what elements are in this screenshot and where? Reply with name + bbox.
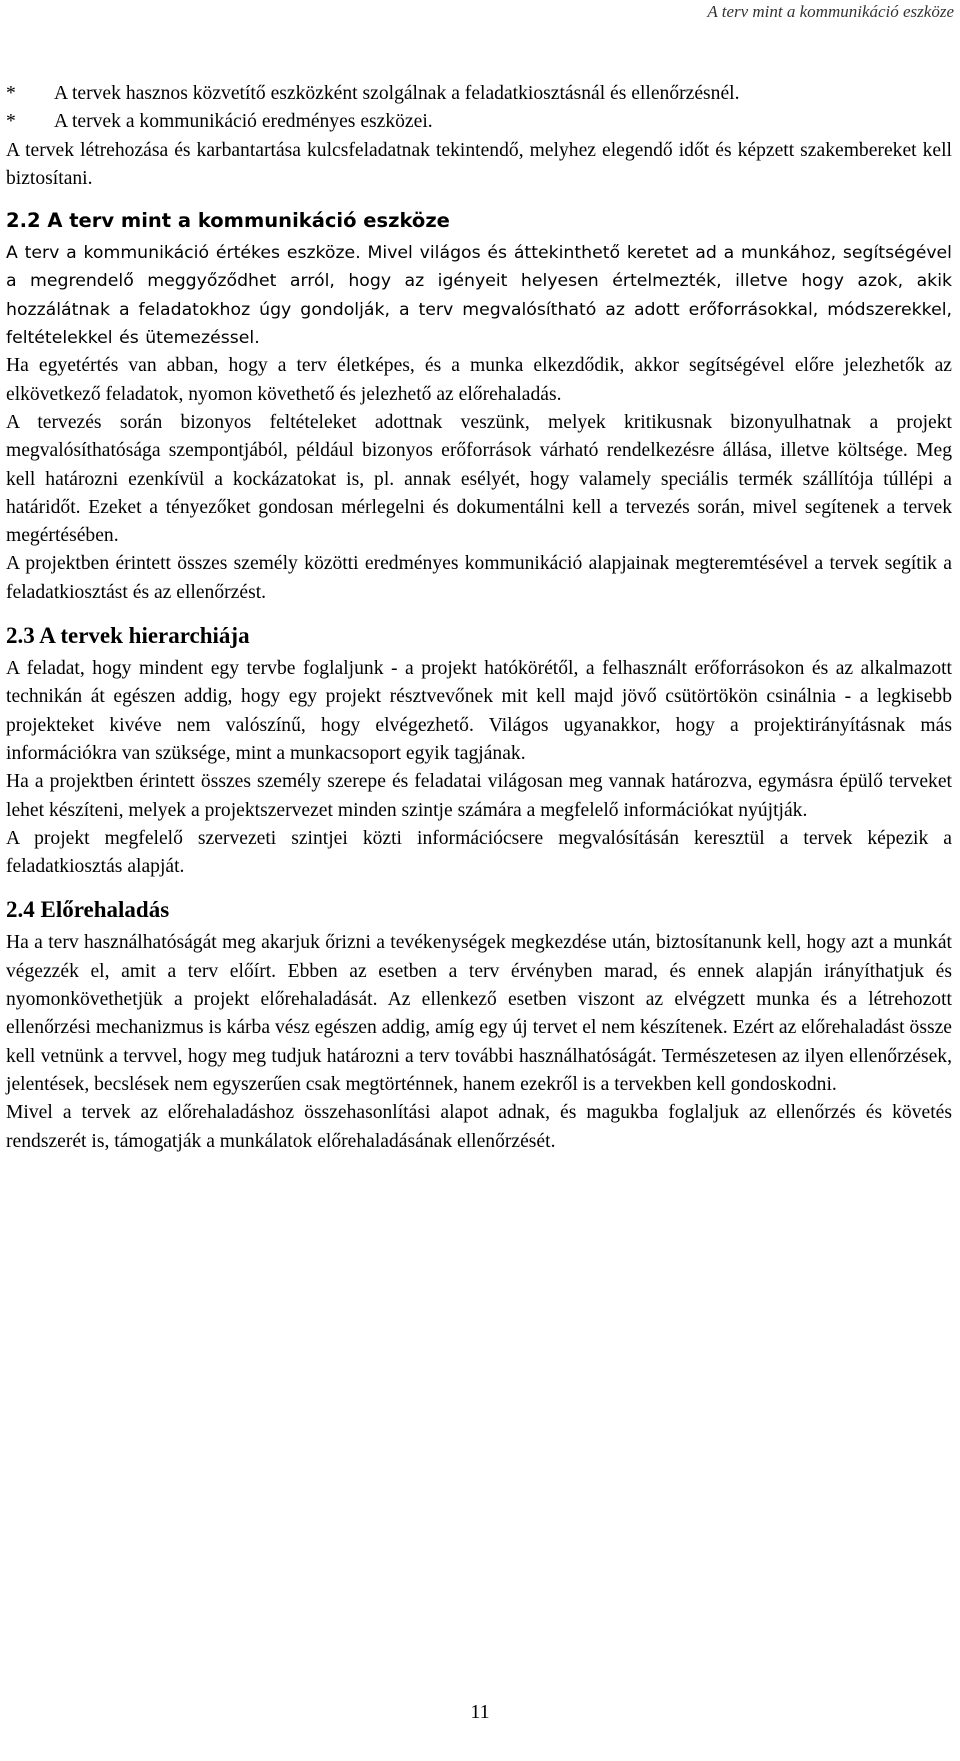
paragraph: Mivel a tervek az előrehaladáshoz összehasonlítási alapot adnak, és magukba foglaljuk az ellenőrzés és követés rendszerét is, támogatják a munkálatok előrehaladásának ellenőrzését. bbox=[6, 1102, 952, 1152]
bullet-text: A tervek hasznos közvetítő eszközként szolgálnak a feladatkiosztásnál és ellenőrzésnél. bbox=[54, 83, 740, 104]
paragraph: A projekt megfelelő szervezeti szintjei közti információcsere megvalósításán keresztül a tervek képezik a feladatkiosztás alapját. bbox=[6, 827, 952, 878]
intro-paragraph: A tervek létrehozása és karbantartása kulcsfeladatnak tekintendő, melyhez elegendő időt és képzett szakembereket kell biztosítani. bbox=[6, 139, 952, 189]
paragraph: Ha egyetértés van abban, hogy a terv életképes, és a munka elkezdődik, akkor segítségével előre jelezhetők az elkövetkező feladatok, nyomon követhető és jelezhető az előrehaladás. bbox=[6, 355, 952, 405]
document-body bbox=[6, 80, 952, 1156]
section-heading: 2.2 A terv mint a kommunikáció eszköze bbox=[6, 209, 450, 233]
section-heading: 2.3 A tervek hierarchiája bbox=[6, 623, 250, 649]
paragraph: A tervezés során bizonyos feltételeket adottnak veszünk, melyek kritikusnak bizonyulhatnak a projekt megvalósíthatósága szempontjából, például bizonyos erőforrások várható rendelkezésre állása, illetve költsége. Meg kell határozni ezenkívül a kockázatokat is, pl. annak esélyét, hogy valamely speciális termék szállítója túllépi a határidőt. Ezeket a tényezőket gondosan mérlegelni és dokumentálni kell a tervezés során, mivel segítenek a tervek megértésében. bbox=[6, 411, 952, 547]
bullet-marker: * bbox=[6, 111, 16, 133]
bullet-item bbox=[6, 80, 952, 108]
paragraph: Ha a terv használhatóságát meg akarjuk őrizni a tevékenységek megkezdése után, biztosítanunk kell, hogy azt a munkát végezzék el, amit a terv előírt. Ebben az esetben a terv érvényben marad, és ennek alapján irányíthatjuk és nyomonkövethetjük a projekt előrehaladását. Az ellenkező esetben viszont az elvégzett munka és a létrehozott ellenőrzési mechanizmus is kárba vész egészen addig, amíg egy új tervet el nem készítenek. Ezért az előrehaladást össze kell vetnünk a tervvel, hogy meg tudjuk határozni a terv további használhatóságát. Természetesen az ilyen ellenőrzések, jelentések, becslések nem egyszerűen csak megtörténnek, hanem ezekről is a tervekben kell gondoskodni. bbox=[6, 932, 952, 1095]
paragraph: A feladat, hogy mindent egy tervbe foglaljunk - a projekt hatókörétől, a felhasznált erőforrásokon és az alkalmazott technikán át egészen addig, hogy egy projekt résztvevőnek mit kell majd jövő csütörtökön csinálnia - a legkisebb projekteket kivéve nem valószínű, hogy elvégezhető. Világos ugyanakkor, hogy a projektirányításnak más információkra van szüksége, mint a munkacsoport egyik tagjának. bbox=[6, 658, 952, 764]
bullet-text: A tervek a kommunikáció eredményes eszközei. bbox=[54, 111, 433, 133]
paragraph: A terv a kommunikáció értékes eszköze. Mivel világos és áttekinthető keretet ad a munkához, segítségével a megrendelő meggyőződhet arról, hogy az igényeit helyesen értelmezték, illetve hogy azok, akik hozzálátnak a feladatokhoz úgy gondolják, a terv megvalósítható az adott erőforrásokkal, módszerekkel, feltételekkel és ütemezéssel. bbox=[6, 243, 952, 349]
bullet-marker: * bbox=[6, 83, 16, 104]
section-heading: 2.4 Előrehaladás bbox=[6, 897, 170, 923]
paragraph: Ha a projektben érintett összes személy szerepe és feladatai világosan meg vannak határozva, egymásra épülő terveket lehet készíteni, melyek a projektszervezet minden szintje számára a megfelelő információkat nyújtják. bbox=[6, 771, 952, 821]
running-header: A terv mint a kommunikáció eszköze bbox=[707, 2, 954, 21]
page-number: 11 bbox=[470, 1701, 490, 1723]
paragraph: A projektben érintett összes személy közötti eredményes kommunikáció alapjainak megteremtésével a tervek segítik a feladatkiosztást és az ellenőrzést. bbox=[6, 553, 952, 603]
bullet-item bbox=[6, 108, 952, 136]
